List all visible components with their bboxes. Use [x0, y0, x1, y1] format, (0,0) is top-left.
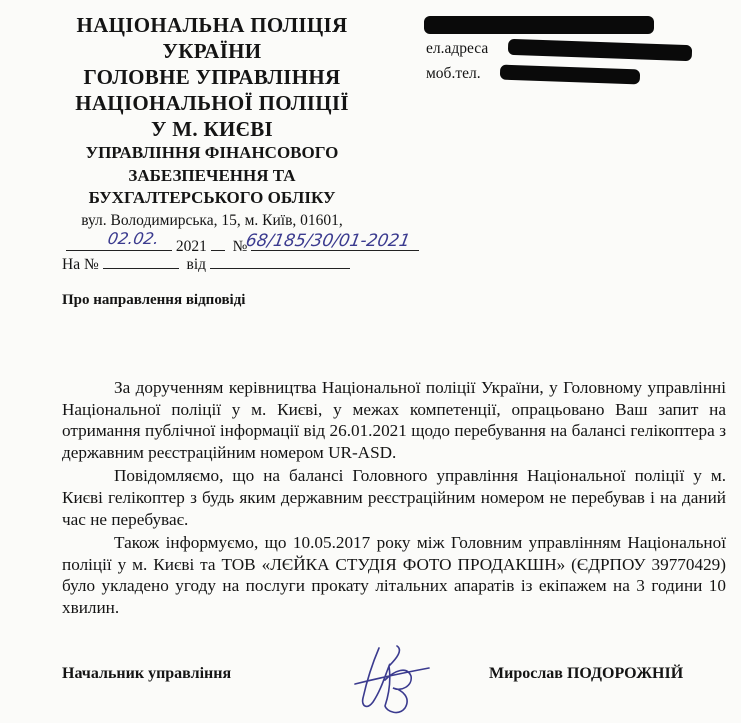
- letterhead-line: БУХГАЛТЕРСЬКОГО ОБЛІКУ: [88, 188, 336, 207]
- letterhead-line: ЗАБЕЗПЕЧЕННЯ ТА: [128, 165, 296, 185]
- body-paragraph: Також інформуємо, що 10.05.2017 року між Головним управлінням Національної поліції у м. Києві та ТОВ «ЛЄЙКА СТУДІЯ ФОТО ПРОДАКШН» (ЄДРПОУ 39770429) було укладено угоду на послуги прокату літальних апаратів із екіпажем на 3 години 10 хвилин.: [62, 533, 726, 617]
- letterhead-line: НАЦІОНАЛЬНА ПОЛІЦІЯ: [76, 13, 348, 37]
- redaction-bar: [508, 39, 692, 61]
- outgoing-number-prefix: №: [232, 238, 248, 255]
- letterhead-line: ГОЛОВНЕ УПРАВЛІННЯ: [83, 65, 341, 89]
- incoming-number-field: [103, 268, 179, 269]
- letterhead-line: УПРАВЛІННЯ ФІНАНСОВОГО: [85, 143, 339, 162]
- handwritten-number: 68/185/30/01-2021: [244, 231, 412, 251]
- letterhead: [62, 12, 362, 231]
- letterhead-line: УКРАЇНИ: [162, 39, 262, 63]
- letter-subject: Про направлення відповіді: [62, 292, 246, 308]
- year-underline: [211, 250, 225, 251]
- body-paragraph: Повідомляємо, що на балансі Головного управління Національної поліції у м. Києві гелікоптер з будь яким державним реєстраційним номером не перебував і на даний час не перебуває.: [62, 466, 726, 529]
- recipient-phone-label: моб.тел.: [426, 65, 481, 82]
- signatory-position: Начальник управління: [62, 665, 232, 682]
- letterhead-line: НАЦІОНАЛЬНОЇ ПОЛІЦІЇ: [75, 91, 349, 115]
- letter-body: [62, 377, 726, 619]
- recipient-email-label: ел.адреса: [426, 40, 489, 57]
- letterhead-line: У М. КИЄВІ: [151, 117, 273, 141]
- incoming-number-prefix: На №: [62, 256, 99, 273]
- signatory-name: Мирослав ПОДОРОЖНІЙ: [489, 665, 684, 682]
- incoming-from: від: [186, 256, 207, 273]
- letterhead-address: вул. Володимирська, 15, м. Київ, 01601,: [81, 211, 343, 229]
- outgoing-year: 2021: [175, 238, 207, 255]
- body-paragraph: За дорученням керівництва Національної поліції України, у Головному управлінні Національної поліції у м. Києві, у межах компетенції, опрацьовано Ваш запит на отримання публічної інформації від 26.01.2021 щодо перебування на балансі гелікоптера з державним реєстраційним номером UR-ASD.: [62, 378, 726, 462]
- handwritten-signature: [345, 640, 435, 720]
- redaction-bar: [424, 16, 654, 34]
- incoming-reference-line: [62, 256, 350, 274]
- redaction-bar: [500, 65, 640, 85]
- handwritten-date: 02.02.: [106, 229, 161, 248]
- incoming-date-field: [210, 268, 350, 269]
